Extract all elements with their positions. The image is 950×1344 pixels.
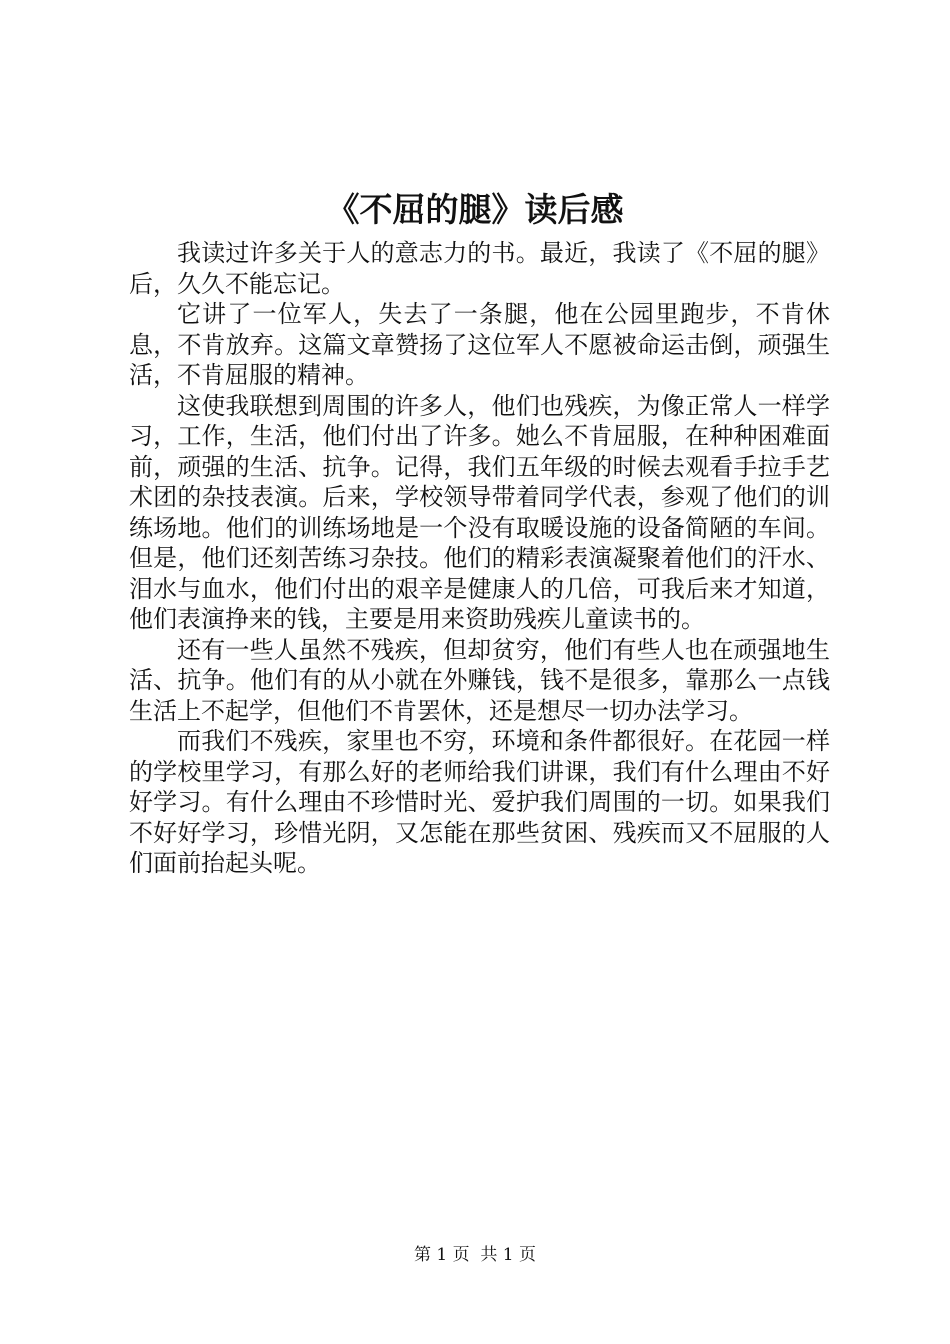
document-body (129, 238, 830, 879)
document-title: 《不屈的腿》读后感 (326, 190, 624, 229)
page-total: 共 1 页 (480, 1245, 537, 1265)
paragraph-3: 这使我联想到周围的许多人，他们也残疾，为像正常人一样学习，工作，生活，他们付出了许多。她么不肯屈服，在种种困难面前，顽强的生活、抗争。记得，我们五年级的时候去观看手拉手艺术团的杂技表演。后来，学校领导带着同学代表，参观了他们的训练场地。他们的训练场地是一个没有取暖设施的设备简陋的车间。但是，他们还刻苦练习杂技。他们的精彩表演凝聚着他们的汗水、泪水与血水，他们付出的艰辛是健康人的几倍，可我后来才知道，他们表演挣来的钱，主要是用来资助残疾儿童读书的。 (129, 391, 830, 633)
paragraph-5: 而我们不残疾，家里也不穷，环境和条件都很好。在花园一样的学校里学习，有那么好的老师给我们讲课，我们有什么理由不好好学习。有什么理由不珍惜时光、爱护我们周围的一切。如果我们不好好学习，珍惜光阴，又怎能在那些贫困、残疾而又不屈服的人们面前抬起头呢。 (129, 727, 830, 877)
page-footer (0, 1243, 950, 1267)
paragraph-2: 它讲了一位军人，失去了一条腿，他在公园里跑步，不肯休息，不肯放弃。这篇文章赞扬了这位军人不愿被命运击倒，顽强生活，不肯屈服的精神。 (129, 300, 830, 389)
page-number: 第 1 页 (413, 1245, 470, 1265)
footer-separator (470, 1245, 481, 1265)
paragraph-1: 我读过许多关于人的意志力的书。最近，我读了《不屈的腿》后，久久不能忘记。 (129, 239, 830, 298)
paragraph-4: 还有一些人虽然不残疾，但却贫穷，他们有些人也在顽强地生活、抗争。他们有的从小就在外赚钱，钱不是很多，靠那么一点钱生活上不起学，但他们不肯罢休，还是想尽一切办法学习。 (129, 635, 830, 725)
